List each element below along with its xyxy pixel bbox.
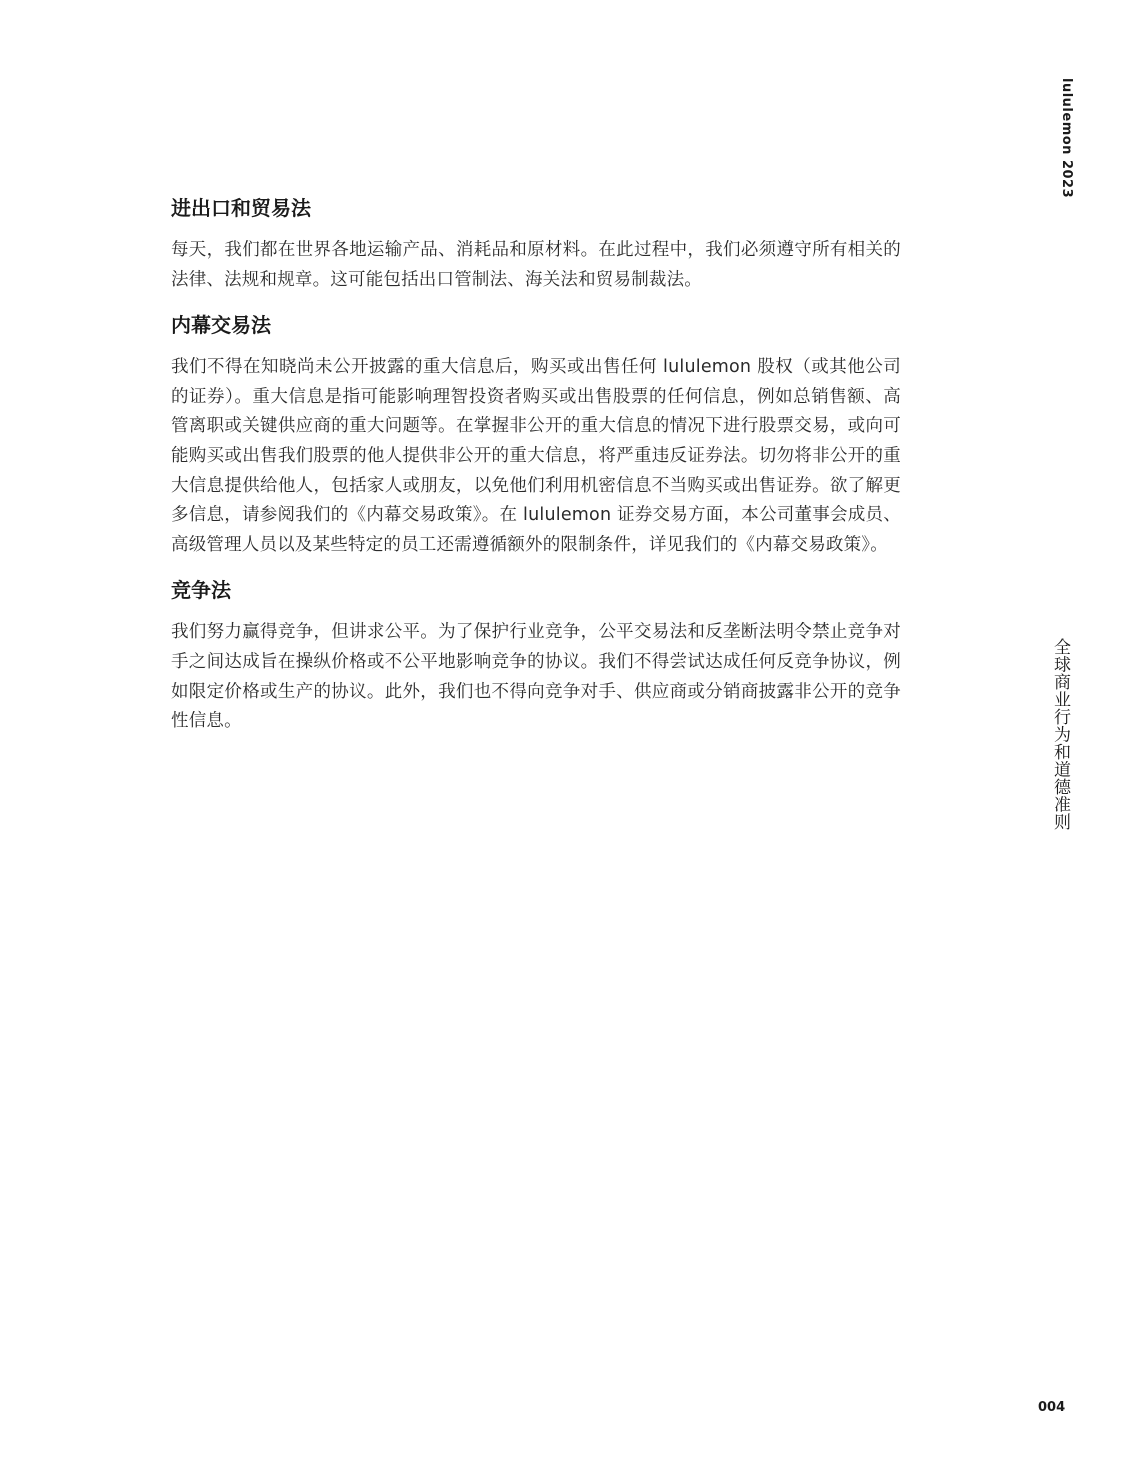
section-title: 内幕交易法 [171,313,271,338]
section-body: 我们努力赢得竞争，但讲求公平。为了保护行业竞争，公平交易法和反垄断法明令禁止竞争对手之间达成旨在操纵价格或不公平地影响竞争的协议。我们不得尝试达成任何反竞争协议，例如限定价格或生产的协议。此外，我们也不得向竞争对手、供应商或分销商披露非公开的竞争性信息。 [171,622,901,732]
section-body: 每天，我们都在世界各地运输产品、消耗品和原材料。在此过程中，我们必须遵守所有相关的法律、法规和规章。这可能包括出口管制法、海关法和贸易制裁法。 [171,240,901,290]
section-title: 进出口和贸易法 [171,196,311,220]
section-body: 我们不得在知晓尚未公开披露的重大信息后，购买或出售任何 lululemon 股权（或其他公司的证券）。重大信息是指可能影响理智投资者购买或出售股票的任何信息，例如总销售额、高管离职或关键供应商的重大问题等。在掌握非公开的重大信息的情况下进行股票交易，或向可能购买或出售我们股票的他人提供非公开的重大信息，将严重违反证券法。切勿将非公开的重大信息提供给他人，包括家人或朋友，以免他们利用机密信息不当购买或出售证券。欲了解更多信息，请参阅我们的《内幕交易政策》。在 lululemon 证券交易方面，本公司董事会成员、高级管理人员以及某些特定的员工还需遵循额外的限制条件，详见我们的《内幕交易政策》。 [171,357,901,555]
main-content [171,192,901,751]
section-import-export [171,192,901,295]
section-competition [171,574,901,736]
section-title: 竞争法 [171,578,231,603]
page-number: 004 [1038,1400,1066,1415]
document-title: 全球商业行为和道德准则 [1050,638,1070,831]
brand-label: lululemon 2023 [1059,78,1074,199]
section-insider-trading [171,309,901,560]
